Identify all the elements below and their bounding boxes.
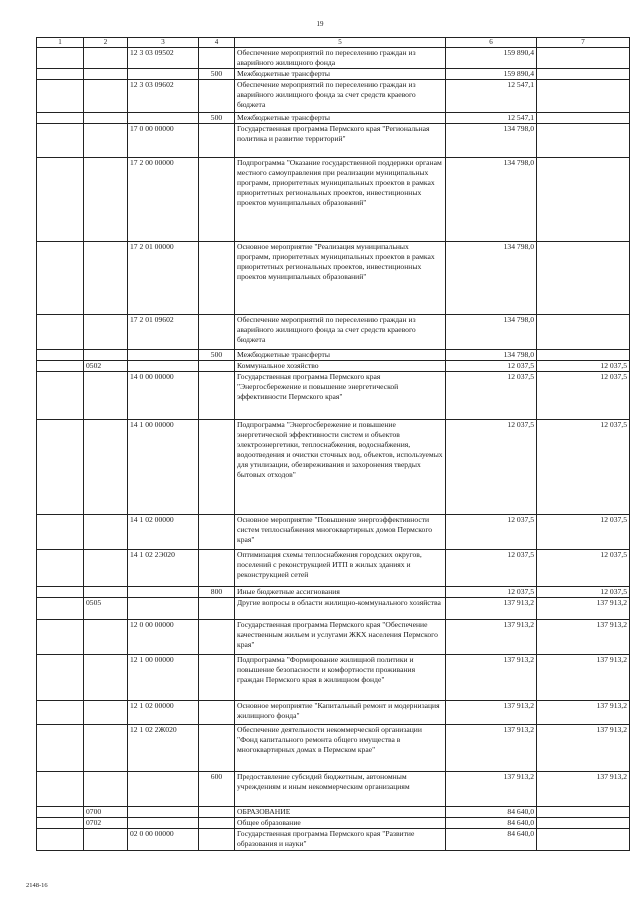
amount-2018-cell xyxy=(537,158,630,242)
amount-2017-cell: 12 037,5 xyxy=(446,587,537,598)
expense-type-cell xyxy=(199,701,235,725)
expense-type-cell xyxy=(199,807,235,818)
table-row xyxy=(37,372,630,420)
table-row xyxy=(37,350,630,361)
subsection-cell: 0702 xyxy=(84,818,128,829)
amount-2018-cell: 137 913,2 xyxy=(537,725,630,772)
amount-2018-cell: 137 913,2 xyxy=(537,655,630,701)
table-row xyxy=(37,315,630,350)
expense-type-cell xyxy=(199,315,235,350)
table-row xyxy=(37,807,630,818)
name-cell: Другие вопросы в области жилищно-коммунального хозяйства xyxy=(235,598,446,620)
name-cell: Оптимизация схемы теплоснабжения городских округов, поселений с реконструкцией ИТП в жилых зданиях и реконструкцией сетей xyxy=(235,550,446,587)
amount-2018-cell xyxy=(537,807,630,818)
table-body xyxy=(37,48,630,851)
amount-2017-cell: 84 640,0 xyxy=(446,818,537,829)
target-article-cell xyxy=(128,818,199,829)
amount-2018-cell xyxy=(537,315,630,350)
amount-2017-cell: 84 640,0 xyxy=(446,807,537,818)
subsection-cell xyxy=(84,372,128,420)
expense-type-cell xyxy=(199,598,235,620)
section-cell xyxy=(37,372,84,420)
amount-2017-cell: 137 913,2 xyxy=(446,725,537,772)
name-cell: Подпрограмма "Энергосбережение и повышение энергетической эффективности систем и объектов электроэнергетики, теплоснабжения, водоснабжения, водоотведения и очистки сточных вод, объектов, используемых для утилизации, обезвреживания и захоронения твердых бытовых отходов" xyxy=(235,420,446,515)
target-article-cell xyxy=(128,598,199,620)
section-cell xyxy=(37,655,84,701)
amount-2017-cell: 134 798,0 xyxy=(446,315,537,350)
amount-2018-cell xyxy=(537,69,630,80)
table-row xyxy=(37,242,630,315)
subsection-cell xyxy=(84,69,128,80)
section-cell xyxy=(37,48,84,69)
table-row xyxy=(37,550,630,587)
subsection-cell xyxy=(84,829,128,851)
amount-2018-cell: 12 037,5 xyxy=(537,372,630,420)
subsection-cell xyxy=(84,655,128,701)
target-article-cell: 14 1 02 2Э020 xyxy=(128,550,199,587)
expense-type-cell xyxy=(199,550,235,587)
name-cell: Обеспечение мероприятий по переселению граждан из аварийного жилищного фонда за счет средств краевого бюджета xyxy=(235,80,446,113)
section-cell xyxy=(37,315,84,350)
target-article-cell: 12 1 02 2Ж020 xyxy=(128,725,199,772)
section-cell xyxy=(37,69,84,80)
section-cell xyxy=(37,818,84,829)
subsection-cell xyxy=(84,113,128,124)
amount-2018-cell: 137 913,2 xyxy=(537,620,630,655)
amount-2017-cell: 137 913,2 xyxy=(446,598,537,620)
amount-2017-cell: 134 798,0 xyxy=(446,158,537,242)
section-cell xyxy=(37,807,84,818)
column-header-3: 3 xyxy=(128,38,199,48)
subsection-cell xyxy=(84,350,128,361)
section-cell xyxy=(37,772,84,807)
target-article-cell: 14 1 00 00000 xyxy=(128,420,199,515)
table-row xyxy=(37,620,630,655)
amount-2017-cell: 12 547,1 xyxy=(446,80,537,113)
subsection-cell xyxy=(84,725,128,772)
subsection-cell xyxy=(84,550,128,587)
name-cell: Государственная программа Пермского края "Энергосбережение и повышение энергетической эффективности Пермского края" xyxy=(235,372,446,420)
amount-2017-cell: 159 890,4 xyxy=(446,69,537,80)
table-row xyxy=(37,598,630,620)
amount-2018-cell xyxy=(537,80,630,113)
target-article-cell: 12 1 00 00000 xyxy=(128,655,199,701)
target-article-cell xyxy=(128,772,199,807)
expense-type-cell: 600 xyxy=(199,772,235,807)
expense-type-cell xyxy=(199,829,235,851)
expense-type-cell xyxy=(199,515,235,550)
expense-type-cell: 500 xyxy=(199,69,235,80)
expense-type-cell xyxy=(199,620,235,655)
amount-2018-cell: 137 913,2 xyxy=(537,701,630,725)
name-cell: Межбюджетные трансферты xyxy=(235,113,446,124)
amount-2018-cell xyxy=(537,818,630,829)
table-row xyxy=(37,48,630,69)
expense-type-cell xyxy=(199,242,235,315)
amount-2018-cell: 12 037,5 xyxy=(537,587,630,598)
subsection-cell xyxy=(84,315,128,350)
name-cell: Государственная программа Пермского края "Региональная политика и развитие территорий" xyxy=(235,124,446,158)
section-cell xyxy=(37,124,84,158)
subsection-cell xyxy=(84,515,128,550)
amount-2018-cell xyxy=(537,48,630,69)
expense-type-cell xyxy=(199,725,235,772)
table-row xyxy=(37,80,630,113)
section-cell xyxy=(37,620,84,655)
amount-2017-cell: 134 798,0 xyxy=(446,242,537,315)
subsection-cell: 0502 xyxy=(84,361,128,372)
table-row xyxy=(37,818,630,829)
name-cell: Основное мероприятие "Реализация муниципальных программ, приоритетных муниципальных проектов в рамках приоритетных региональных проектов, инвестиционных проектов муниципальных образований" xyxy=(235,242,446,315)
section-cell xyxy=(37,587,84,598)
target-article-cell: 17 2 00 00000 xyxy=(128,158,199,242)
target-article-cell: 12 1 02 00000 xyxy=(128,701,199,725)
section-cell xyxy=(37,350,84,361)
subsection-cell xyxy=(84,587,128,598)
column-header-5: 5 xyxy=(235,38,446,48)
amount-2017-cell: 84 640,0 xyxy=(446,829,537,851)
section-cell xyxy=(37,80,84,113)
subsection-cell xyxy=(84,158,128,242)
target-article-cell: 02 0 00 00000 xyxy=(128,829,199,851)
name-cell: Коммунальное хозяйство xyxy=(235,361,446,372)
subsection-cell xyxy=(84,772,128,807)
section-cell xyxy=(37,701,84,725)
name-cell: Подпрограмма "Оказание государственной поддержки органам местного самоуправления при реализации муниципальных программ, приоритетных муниципальных проектов в рамках приоритетных региональных проектов, инвестиционных проектов муниципальных образований" xyxy=(235,158,446,242)
name-cell: Подпрограмма "Формирование жилищной политики и повышение безопасности и комфортности проживания граждан Пермского края в жилищном фонде" xyxy=(235,655,446,701)
amount-2018-cell: 12 037,5 xyxy=(537,420,630,515)
section-cell xyxy=(37,515,84,550)
expense-type-cell xyxy=(199,80,235,113)
name-cell: Основное мероприятие "Капитальный ремонт и модернизация жилищного фонда" xyxy=(235,701,446,725)
expense-type-cell xyxy=(199,420,235,515)
amount-2018-cell: 137 913,2 xyxy=(537,598,630,620)
expense-type-cell: 800 xyxy=(199,587,235,598)
amount-2017-cell: 137 913,2 xyxy=(446,701,537,725)
target-article-cell: 17 2 01 00000 xyxy=(128,242,199,315)
name-cell: Основное мероприятие "Повышение энергоэффективности систем теплоснабжения многоквартирных домов Пермского края" xyxy=(235,515,446,550)
expense-type-cell: 500 xyxy=(199,113,235,124)
name-cell: Обеспечение деятельности некоммерческой организации "Фонд капитального ремонта общего имущества в многоквартирных домах в Пермском крае" xyxy=(235,725,446,772)
amount-2018-cell xyxy=(537,113,630,124)
amount-2017-cell: 134 798,0 xyxy=(446,124,537,158)
section-cell xyxy=(37,829,84,851)
table-row xyxy=(37,69,630,80)
section-cell xyxy=(37,158,84,242)
column-header-4: 4 xyxy=(199,38,235,48)
name-cell: Обеспечение мероприятий по переселению граждан из аварийного жилищного фонда xyxy=(235,48,446,69)
target-article-cell xyxy=(128,587,199,598)
expense-type-cell xyxy=(199,158,235,242)
target-article-cell: 14 0 00 00000 xyxy=(128,372,199,420)
amount-2017-cell: 159 890,4 xyxy=(446,48,537,69)
amount-2017-cell: 134 798,0 xyxy=(446,350,537,361)
table-row xyxy=(37,361,630,372)
section-cell xyxy=(37,242,84,315)
budget-table xyxy=(36,37,630,851)
section-cell xyxy=(37,598,84,620)
subsection-cell xyxy=(84,80,128,113)
target-article-cell xyxy=(128,69,199,80)
name-cell: Межбюджетные трансферты xyxy=(235,69,446,80)
amount-2018-cell xyxy=(537,242,630,315)
amount-2018-cell: 137 913,2 xyxy=(537,772,630,807)
name-cell: ОБРАЗОВАНИЕ xyxy=(235,807,446,818)
subsection-cell xyxy=(84,620,128,655)
expense-type-cell xyxy=(199,48,235,69)
subsection-cell xyxy=(84,701,128,725)
table-row xyxy=(37,124,630,158)
amount-2017-cell: 12 037,5 xyxy=(446,515,537,550)
amount-2017-cell: 12 037,5 xyxy=(446,420,537,515)
amount-2018-cell xyxy=(537,350,630,361)
name-cell: Государственная программа Пермского края "Обеспечение качественным жильем и услугами ЖКХ населения Пермского края" xyxy=(235,620,446,655)
table-row xyxy=(37,772,630,807)
expense-type-cell: 500 xyxy=(199,350,235,361)
target-article-cell xyxy=(128,361,199,372)
subsection-cell xyxy=(84,48,128,69)
table-row xyxy=(37,655,630,701)
table-row xyxy=(37,420,630,515)
target-article-cell: 12 0 00 00000 xyxy=(128,620,199,655)
column-header-1: 1 xyxy=(37,38,84,48)
column-header-2: 2 xyxy=(84,38,128,48)
subsection-cell: 0505 xyxy=(84,598,128,620)
target-article-cell xyxy=(128,350,199,361)
page-number: 19 xyxy=(316,20,324,28)
name-cell: Государственная программа Пермского края "Развитие образования и науки" xyxy=(235,829,446,851)
amount-2018-cell: 12 037,5 xyxy=(537,550,630,587)
amount-2018-cell xyxy=(537,124,630,158)
amount-2017-cell: 12 037,5 xyxy=(446,550,537,587)
table-row xyxy=(37,829,630,851)
name-cell: Обеспечение мероприятий по переселению граждан из аварийного жилищного фонда за счет средств краевого бюджета xyxy=(235,315,446,350)
table-row xyxy=(37,158,630,242)
target-article-cell xyxy=(128,113,199,124)
target-article-cell: 17 0 00 00000 xyxy=(128,124,199,158)
amount-2018-cell: 12 037,5 xyxy=(537,361,630,372)
expense-type-cell xyxy=(199,361,235,372)
subsection-cell: 0700 xyxy=(84,807,128,818)
amount-2017-cell: 12 037,5 xyxy=(446,361,537,372)
table-row xyxy=(37,701,630,725)
expense-type-cell xyxy=(199,124,235,158)
subsection-cell xyxy=(84,124,128,158)
target-article-cell xyxy=(128,807,199,818)
name-cell: Иные бюджетные ассигнования xyxy=(235,587,446,598)
expense-type-cell xyxy=(199,655,235,701)
table-row xyxy=(37,515,630,550)
section-cell xyxy=(37,113,84,124)
column-header-6: 6 xyxy=(446,38,537,48)
table-row xyxy=(37,113,630,124)
section-cell xyxy=(37,550,84,587)
name-cell: Межбюджетные трансферты xyxy=(235,350,446,361)
amount-2017-cell: 12 547,1 xyxy=(446,113,537,124)
column-header-7: 7 xyxy=(537,38,630,48)
section-cell xyxy=(37,725,84,772)
name-cell: Предоставление субсидий бюджетным, автономным учреждениям и иным некоммерческим организациям xyxy=(235,772,446,807)
expense-type-cell xyxy=(199,818,235,829)
target-article-cell: 17 2 01 09602 xyxy=(128,315,199,350)
subsection-cell xyxy=(84,420,128,515)
amount-2017-cell: 137 913,2 xyxy=(446,620,537,655)
target-article-cell: 12 3 03 09502 xyxy=(128,48,199,69)
amount-2017-cell: 12 037,5 xyxy=(446,372,537,420)
expense-type-cell xyxy=(199,372,235,420)
amount-2018-cell: 12 037,5 xyxy=(537,515,630,550)
amount-2018-cell xyxy=(537,829,630,851)
target-article-cell: 12 3 03 09602 xyxy=(128,80,199,113)
name-cell: Общее образование xyxy=(235,818,446,829)
table-row xyxy=(37,587,630,598)
target-article-cell: 14 1 02 00000 xyxy=(128,515,199,550)
section-cell xyxy=(37,420,84,515)
table-row xyxy=(37,725,630,772)
amount-2017-cell: 137 913,2 xyxy=(446,655,537,701)
subsection-cell xyxy=(84,242,128,315)
section-cell xyxy=(37,361,84,372)
amount-2017-cell: 137 913,2 xyxy=(446,772,537,807)
table-header-row xyxy=(37,38,630,48)
document-code: 2148-16 xyxy=(26,882,48,889)
